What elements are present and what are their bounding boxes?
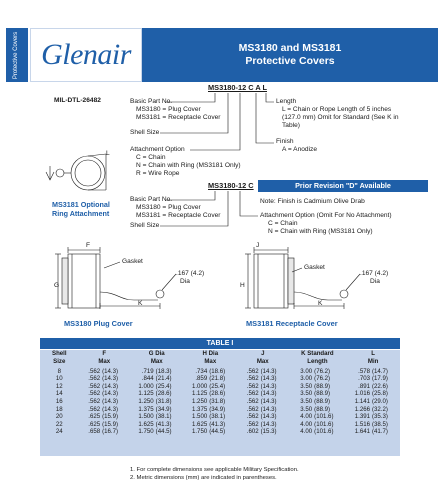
- dimension-table: [40, 350, 400, 456]
- table-cell: (14.3): [102, 367, 119, 375]
- ring-caption-1: MS3181 Optional: [52, 200, 110, 209]
- plug-caption: MS3180 Plug Cover: [64, 319, 133, 328]
- table-cell: 3.50: [300, 405, 313, 413]
- table-cell: .891: [358, 382, 371, 390]
- table-row: [40, 421, 400, 429]
- ring-dim-l: L: [106, 150, 110, 157]
- table-cell: .703: [358, 375, 371, 383]
- table-cell: 3.50: [300, 397, 313, 405]
- table-cell: .859: [195, 375, 208, 383]
- rev-attach-title: Attachment Option (Omit For No Attachment): [260, 212, 392, 219]
- table-cell: (28.6): [155, 390, 172, 398]
- table-cell: 1.250: [191, 397, 208, 405]
- ring-attachment-drawing: [46, 154, 106, 190]
- table-header-cell: Max: [204, 357, 217, 365]
- table-row: [40, 406, 400, 414]
- table-cell: 1.000: [191, 382, 208, 390]
- table-cell: (21.4): [155, 375, 172, 383]
- table-cell: 3.00: [300, 367, 313, 375]
- table-cell: .562: [88, 375, 101, 383]
- table-cell: 1.375: [138, 405, 154, 413]
- table-cell: 1.391: [354, 413, 371, 421]
- table-header-cell: Shell: [52, 350, 67, 357]
- table-cell: (101.6): [314, 428, 334, 436]
- table-cell: (14.3): [260, 375, 277, 383]
- table-cell: (15.9): [102, 420, 119, 428]
- table-cell: (17.9): [372, 375, 388, 383]
- table-cell: 1.000: [138, 382, 154, 390]
- table-cell: (14.3): [260, 382, 277, 390]
- glenair-logo: Glenair: [41, 38, 131, 71]
- table-cell: .562: [246, 397, 259, 405]
- table-cell: 16: [55, 397, 63, 405]
- table-cell: (38.1): [155, 413, 172, 421]
- upper-finish-title: Finish: [276, 138, 294, 145]
- table-header-cell: F: [102, 350, 107, 357]
- table-header-cell: H Dia: [202, 350, 219, 357]
- table-cell: (44.5): [209, 428, 226, 436]
- table-cell: (28.6): [209, 390, 226, 398]
- plug-dim-g: G: [54, 282, 60, 289]
- table-cell: (25.4): [155, 382, 172, 390]
- table-cell: (101.6): [314, 413, 334, 421]
- table-cell: 10: [55, 375, 63, 383]
- table-cell: (18.3): [155, 367, 172, 375]
- note-1: 1. For complete dimensions see applicable Military Specification.: [130, 467, 299, 473]
- part-number-upper: MS3180-12 C A L: [208, 83, 268, 92]
- table-cell: (31.8): [209, 397, 226, 405]
- table-cell: (32.2): [372, 405, 388, 413]
- upper-finish-opt: A = Anodize: [282, 146, 318, 153]
- table-cell: (14.3): [260, 413, 277, 421]
- table-cell: 3.50: [300, 390, 313, 398]
- table-cell: (14.3): [102, 397, 119, 405]
- table-header-cell: Length: [307, 357, 328, 365]
- rev-finish-note: Note: Finish is Cadmium Olive Drab: [260, 198, 365, 205]
- plug-hole-dia: Dia: [180, 278, 190, 285]
- upper-length-desc-3: Table): [282, 122, 300, 129]
- spec-label: MIL-DTL-26482: [54, 97, 101, 104]
- table-cell: (88.9): [314, 390, 331, 398]
- table-cell: 3.50: [300, 382, 313, 390]
- plug-gasket-label: Gasket: [122, 258, 143, 265]
- notes: [130, 466, 299, 482]
- table-cell: (34.9): [155, 405, 172, 413]
- table-cell: (14.3): [260, 390, 277, 398]
- table-cell: (29.0): [372, 397, 388, 405]
- table-cell: (88.9): [314, 382, 331, 390]
- table-cell: .562: [246, 420, 259, 428]
- table-cell: (14.3): [102, 405, 119, 413]
- table-cell: (38.5): [372, 420, 388, 428]
- table-cell: (21.8): [209, 375, 226, 383]
- title-line-1: MS3180 and MS3181: [238, 42, 342, 54]
- table-cell: 24: [55, 428, 63, 436]
- table-header-cell: J: [261, 350, 265, 357]
- upper-length-title: Length: [276, 98, 297, 105]
- upper-callout-lines: [160, 93, 274, 150]
- table-cell: .562: [88, 367, 101, 375]
- table-cell: 1.516: [354, 420, 371, 428]
- table-body: [40, 366, 400, 436]
- table-cell: .734: [195, 367, 208, 375]
- table-cell: 1.125: [138, 390, 154, 398]
- rev-attach-opt-1: C = Chain: [268, 220, 298, 227]
- table-cell: .658: [88, 428, 101, 436]
- part-number-revision: MS3180-12 C: [208, 181, 254, 190]
- note-2: 2. Metric dimensions (mm) are indicated in parentheses.: [130, 475, 277, 481]
- table-cell: (44.5): [155, 428, 172, 436]
- upper-attach-opt-3: R = Wire Rope: [136, 170, 180, 177]
- receptacle-cover-drawing: [245, 247, 360, 309]
- table-cell: (34.9): [209, 405, 226, 413]
- table-cell: 1.250: [138, 397, 154, 405]
- rev-basic-part-title: Basic Part No.: [130, 196, 173, 203]
- table-cell: .844: [141, 375, 154, 383]
- table-cell: (18.6): [209, 367, 226, 375]
- rec-dim-h: H: [240, 282, 245, 289]
- table-cell: 20: [55, 413, 63, 421]
- table-cell: .562: [246, 405, 259, 413]
- table-cell: .625: [88, 413, 101, 421]
- table-cell: .562: [246, 375, 259, 383]
- table-cell: .562: [88, 382, 101, 390]
- upper-length-desc-1: L = Chain or Rope Length of 5 inches: [282, 106, 392, 113]
- table-cell: (14.3): [260, 367, 277, 375]
- ring-caption-2: Ring Attachment: [52, 209, 110, 218]
- table-cell: (76.2): [314, 367, 331, 375]
- plug-hole-dim: .167 (4.2): [176, 270, 205, 277]
- side-tab-label: Protective Covers: [13, 31, 20, 79]
- plug-dim-f: F: [86, 242, 91, 249]
- table-cell: .562: [88, 390, 101, 398]
- table-cell: (14.3): [102, 390, 119, 398]
- table-cell: .719: [141, 367, 154, 375]
- table-cell: 1.500: [138, 413, 154, 421]
- rec-dim-k: K: [318, 300, 323, 307]
- upper-attach-opt-1: C = Chain: [136, 154, 166, 161]
- rec-dim-j: J: [256, 242, 260, 249]
- table-cell: 1.141: [354, 397, 371, 405]
- table-header-cell: G Dia: [148, 350, 165, 357]
- table-cell: 4.00: [300, 428, 313, 436]
- table-row: [40, 390, 400, 398]
- table-cell: 4.00: [300, 420, 313, 428]
- table-cell: 1.750: [191, 428, 208, 436]
- table-header-cell: K Standard: [301, 350, 334, 357]
- upper-basic-opt-2: MS3181 = Receptacle Cover: [136, 114, 221, 121]
- table-cell: (14.3): [102, 375, 119, 383]
- title-line-2: Protective Covers: [245, 55, 335, 67]
- table-cell: 1.625: [138, 420, 154, 428]
- table-cell: 1.375: [191, 405, 208, 413]
- table-cell: .562: [88, 397, 101, 405]
- table-cell: (16.7): [102, 428, 119, 436]
- table-title: TABLE I: [40, 338, 400, 349]
- table-header-cell: Max: [150, 357, 163, 365]
- rev-basic-opt-2: MS3181 = Receptacle Cover: [136, 212, 221, 219]
- table-cell: 18: [55, 405, 63, 413]
- table-cell: (14.7): [372, 367, 388, 375]
- table-cell: (14.3): [260, 397, 277, 405]
- table-cell: (88.9): [314, 397, 331, 405]
- table-cell: (25.4): [209, 382, 226, 390]
- table-cell: (41.3): [209, 420, 226, 428]
- table-row: [40, 383, 400, 391]
- table-cell: 1.125: [191, 390, 208, 398]
- table-cell: 1.750: [138, 428, 154, 436]
- table-cell: .625: [88, 420, 101, 428]
- table-row: [40, 366, 400, 376]
- rev-callout-lines: [160, 191, 258, 226]
- table-cell: .602: [246, 428, 259, 436]
- table-cell: 4.00: [300, 413, 313, 421]
- table-cell: 14: [55, 390, 63, 398]
- table-header-cell: Max: [98, 357, 111, 365]
- table-cell: (31.8): [155, 397, 172, 405]
- table-cell: (14.3): [260, 405, 277, 413]
- table-row: [40, 428, 400, 436]
- plug-dim-k: K: [138, 300, 143, 307]
- table-cell: (35.3): [372, 413, 388, 421]
- table-header-cell: Size: [53, 357, 66, 365]
- table-cell: (38.1): [209, 413, 226, 421]
- table-cell: (25.8): [372, 390, 388, 398]
- upper-length-desc-2: (127.0 mm) Omit for Standard (See K in: [282, 114, 399, 121]
- upper-basic-opt-1: MS3180 = Plug Cover: [136, 106, 201, 113]
- rev-basic-opt-1: MS3180 = Plug Cover: [136, 204, 201, 211]
- table-row: [40, 413, 400, 421]
- table-cell: (15.3): [260, 428, 277, 436]
- table-cell: (14.3): [102, 382, 119, 390]
- rev-attach-opt-2: N = Chain with Ring (MS3181 Only): [268, 228, 373, 235]
- table-header-cell: L: [371, 350, 376, 357]
- table-cell: 1.016: [354, 390, 371, 398]
- table-cell: .562: [246, 382, 259, 390]
- table-cell: 12: [55, 382, 63, 390]
- revision-banner: Prior Revision "D" Available: [258, 180, 428, 192]
- table-cell: 3.00: [300, 375, 313, 383]
- table-cell: 1.500: [191, 413, 208, 421]
- rec-gasket-label: Gasket: [304, 264, 325, 271]
- table-cell: (76.2): [314, 375, 331, 383]
- table-cell: .578: [358, 367, 371, 375]
- table-cell: 8: [57, 367, 61, 375]
- table-cell: 22: [55, 420, 63, 428]
- table-header-cell: Max: [256, 357, 269, 365]
- upper-shell-size: Shell Size: [130, 129, 160, 136]
- table-row: [40, 375, 400, 383]
- table-header-cell: Min: [367, 357, 379, 365]
- rev-shell-size: Shell Size: [130, 222, 160, 229]
- rec-hole-dim: .167 (4.2): [360, 270, 389, 277]
- table-cell: .562: [246, 367, 259, 375]
- plug-cover-drawing: [55, 247, 176, 309]
- table-cell: (15.9): [102, 413, 119, 421]
- table-cell: .562: [246, 413, 259, 421]
- table-cell: .562: [88, 405, 101, 413]
- table-cell: (41.7): [372, 428, 388, 436]
- rec-hole-dia: Dia: [370, 278, 380, 285]
- table-cell: (88.9): [314, 405, 331, 413]
- table-cell: 1.641: [354, 428, 371, 436]
- upper-basic-part-title: Basic Part No.: [130, 98, 173, 105]
- table-cell: 1.266: [354, 405, 371, 413]
- table-cell: .562: [246, 390, 259, 398]
- table-cell: (22.6): [372, 382, 388, 390]
- table-cell: (101.6): [314, 420, 334, 428]
- table-cell: 1.625: [191, 420, 208, 428]
- upper-attach-title: Attachment Option: [130, 146, 185, 153]
- rec-caption: MS3181 Receptacle Cover: [246, 319, 338, 328]
- table-row: [40, 398, 400, 406]
- upper-attach-opt-2: N = Chain with Ring (MS3181 Only): [136, 162, 241, 169]
- table-cell: (14.3): [260, 420, 277, 428]
- table-cell: (41.3): [155, 420, 172, 428]
